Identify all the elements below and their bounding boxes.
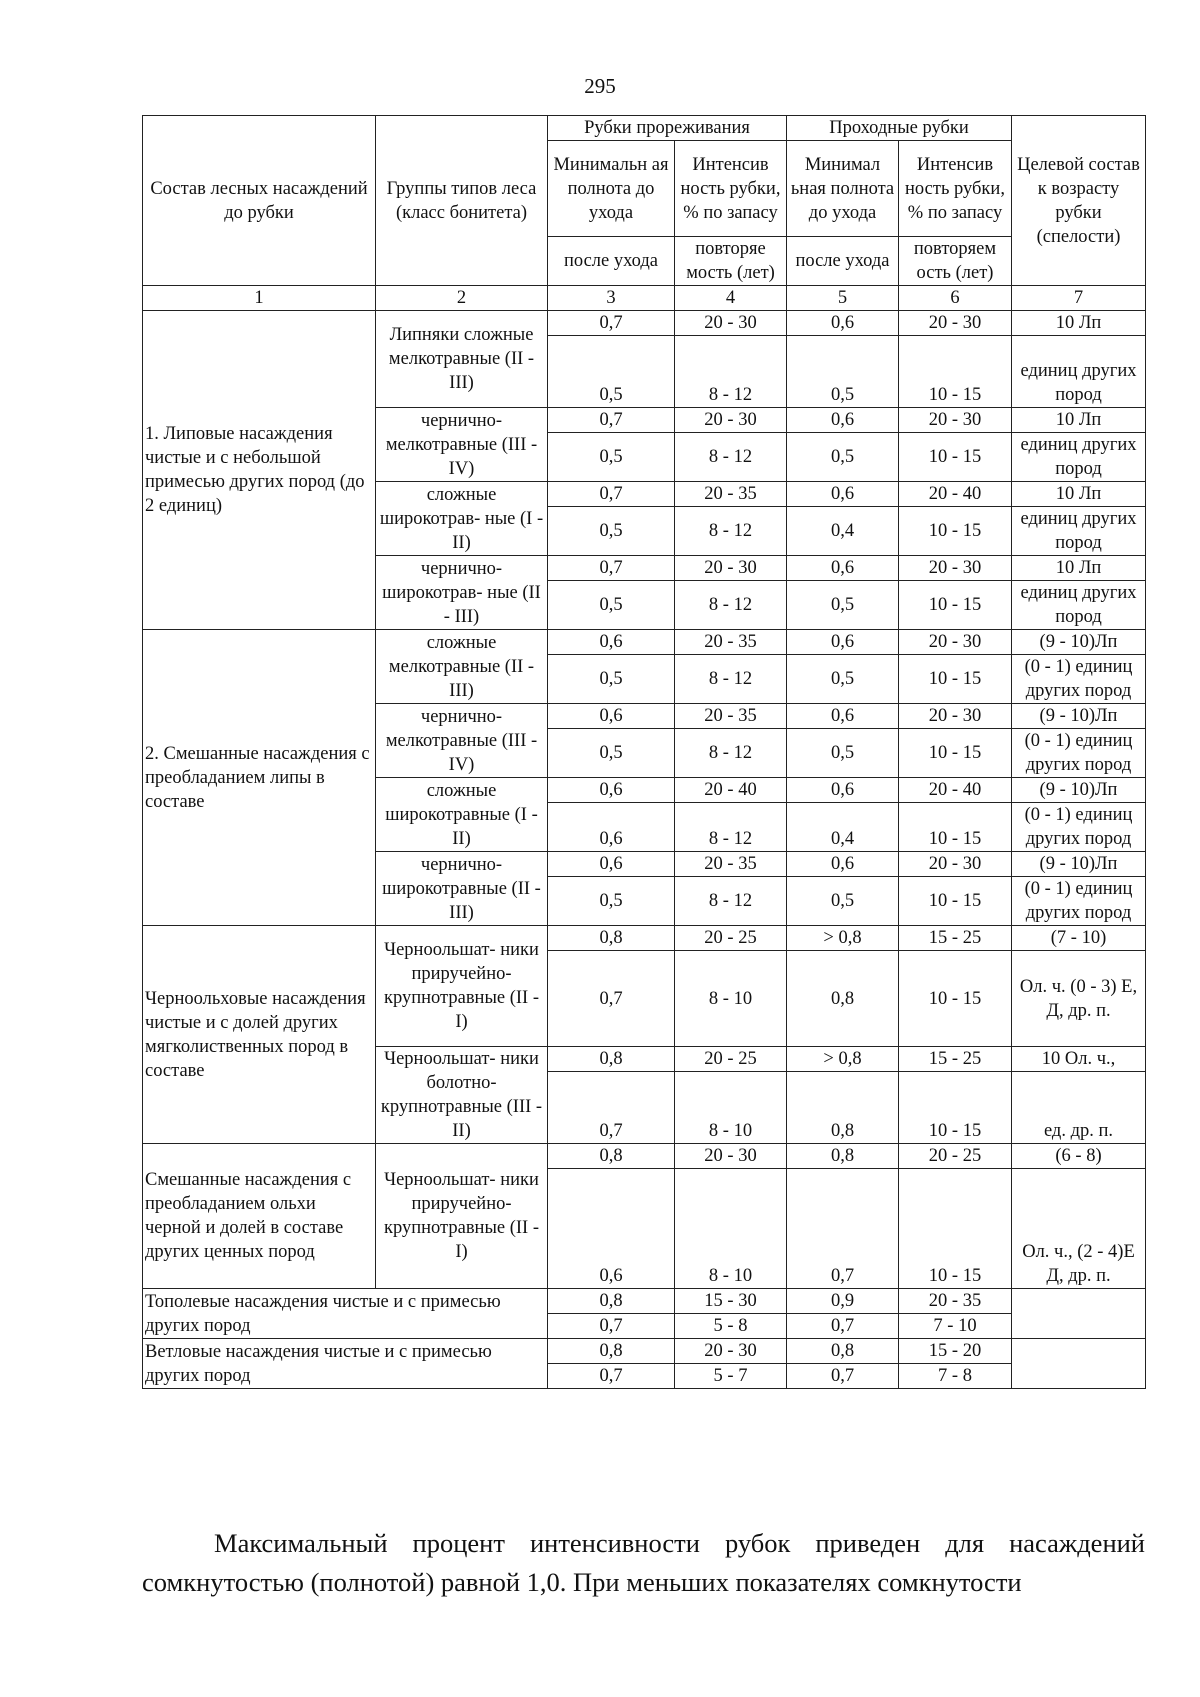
intensity-cell: 8 - 12 xyxy=(675,877,787,926)
header-composition: Состав лесных насаждений до рубки xyxy=(143,116,376,286)
min-density-cell: 0,5 xyxy=(787,581,899,630)
col-num: 2 xyxy=(376,286,548,311)
min-density-cell: 0,6 xyxy=(548,852,675,877)
min-density-cell: 0,5 xyxy=(787,433,899,482)
target-composition-cell: единиц других пород xyxy=(1012,581,1146,630)
forest-type-cell: Черноольшат- ники болотно- крупнотравные (III - II) xyxy=(376,1047,548,1144)
target-composition-cell: 10 Ол. ч., xyxy=(1012,1047,1146,1072)
intensity-cell: 20 - 30 xyxy=(899,408,1012,433)
min-density-cell: 0,8 xyxy=(548,926,675,951)
intensity-cell: 20 - 25 xyxy=(675,1047,787,1072)
intensity-cell: 10 - 15 xyxy=(899,729,1012,778)
intensity-cell: 15 - 25 xyxy=(899,1047,1012,1072)
col-num: 3 xyxy=(548,286,675,311)
forest-type-cell: чернично- широкотравные (II - III) xyxy=(376,852,548,926)
min-density-cell: 0,6 xyxy=(548,1169,675,1289)
header-intensity-a: Интенсив ность рубки, % по запасу xyxy=(675,141,787,237)
table-row xyxy=(143,1289,1146,1314)
min-density-cell: 0,7 xyxy=(548,556,675,581)
min-density-cell: 0,6 xyxy=(548,704,675,729)
intensity-cell: 15 - 20 xyxy=(899,1339,1012,1364)
intensity-cell: 20 - 35 xyxy=(675,630,787,655)
target-composition-cell: (9 - 10)Лп xyxy=(1012,704,1146,729)
min-density-cell: 0,6 xyxy=(787,778,899,803)
header-intensity-b: Интенсив ность рубки, % по запасу xyxy=(899,141,1012,237)
stand-composition-cell: Ветловые насаждения чистые и с примесью других пород xyxy=(143,1339,548,1389)
min-density-cell: 0,7 xyxy=(548,311,675,336)
header-thinning: Рубки прореживания xyxy=(548,116,787,141)
target-composition-cell: (6 - 8) xyxy=(1012,1144,1146,1169)
forest-type-cell: сложные широкотравные (I - II) xyxy=(376,778,548,852)
min-density-cell: 0,9 xyxy=(787,1289,899,1314)
intensity-cell: 10 - 15 xyxy=(899,1072,1012,1144)
forest-type-cell: сложные широкотрав- ные (I - II) xyxy=(376,482,548,556)
header-passage: Проходные рубки xyxy=(787,116,1012,141)
intensity-cell: 8 - 12 xyxy=(675,803,787,852)
page-number: 295 xyxy=(584,74,616,98)
min-density-cell: 0,6 xyxy=(787,311,899,336)
target-composition-cell: Ол. ч. (0 - 3) Е, Д, др. п. xyxy=(1012,951,1146,1047)
min-density-cell: 0,8 xyxy=(787,1072,899,1144)
intensity-cell: 20 - 35 xyxy=(675,482,787,507)
min-density-cell: 0,5 xyxy=(787,729,899,778)
min-density-cell: 0,6 xyxy=(787,704,899,729)
target-composition-cell: (9 - 10)Лп xyxy=(1012,630,1146,655)
min-density-cell: 0,8 xyxy=(548,1144,675,1169)
intensity-cell: 10 - 15 xyxy=(899,433,1012,482)
intensity-cell: 20 - 30 xyxy=(899,704,1012,729)
header-min-density-b: Минимал ьная полнота до ухода xyxy=(787,141,899,237)
intensity-cell: 8 - 12 xyxy=(675,729,787,778)
stand-composition-cell: Тополевые насаждения чистые и с примесью других пород xyxy=(143,1289,548,1339)
intensity-cell: 20 - 35 xyxy=(675,704,787,729)
min-density-cell: 0,8 xyxy=(548,1289,675,1314)
min-density-cell: 0,5 xyxy=(548,877,675,926)
min-density-cell: 0,6 xyxy=(548,630,675,655)
min-density-cell: 0,5 xyxy=(548,336,675,408)
col-num: 4 xyxy=(675,286,787,311)
min-density-cell: 0,5 xyxy=(787,877,899,926)
intensity-cell: 10 - 15 xyxy=(899,1169,1012,1289)
target-composition-cell: (7 - 10) xyxy=(1012,926,1146,951)
target-composition-cell: 10 Лп xyxy=(1012,556,1146,581)
min-density-cell: 0,7 xyxy=(548,1314,675,1339)
min-density-cell: 0,5 xyxy=(548,655,675,704)
intensity-cell: 10 - 15 xyxy=(899,655,1012,704)
min-density-cell: 0,7 xyxy=(548,1364,675,1389)
intensity-cell: 15 - 30 xyxy=(675,1289,787,1314)
table-row xyxy=(143,926,1146,951)
intensity-cell: 20 - 30 xyxy=(675,311,787,336)
target-composition-cell: (9 - 10)Лп xyxy=(1012,852,1146,877)
min-density-cell: 0,5 xyxy=(548,581,675,630)
min-density-cell: 0,5 xyxy=(787,655,899,704)
forest-type-cell: чернично- мелкотравные (III - IV) xyxy=(376,704,548,778)
intensity-cell: 20 - 30 xyxy=(675,556,787,581)
target-composition-cell: ед. др. п. xyxy=(1012,1072,1146,1144)
min-density-cell: 0,6 xyxy=(548,778,675,803)
header-target: Целевой состав к возрасту рубки (спелости) xyxy=(1012,116,1146,286)
min-density-cell: 0,6 xyxy=(548,803,675,852)
forest-type-cell: чернично- широкотрав- ные (II - III) xyxy=(376,556,548,630)
min-density-cell: 0,4 xyxy=(787,507,899,556)
min-density-cell: 0,5 xyxy=(787,336,899,408)
min-density-cell: 0,7 xyxy=(787,1314,899,1339)
target-composition-cell xyxy=(1012,1339,1146,1389)
min-density-cell: 0,6 xyxy=(787,630,899,655)
intensity-cell: 8 - 12 xyxy=(675,336,787,408)
min-density-cell: 0,7 xyxy=(548,951,675,1047)
intensity-cell: 20 - 35 xyxy=(675,852,787,877)
stand-composition-cell: Смешанные насаждения с преобладанием ольхи черной и долей в составе других ценных пород xyxy=(143,1144,376,1289)
intensity-cell: 15 - 25 xyxy=(899,926,1012,951)
table-row xyxy=(143,1144,1146,1169)
min-density-cell: 0,6 xyxy=(787,482,899,507)
min-density-cell: 0,8 xyxy=(787,1144,899,1169)
min-density-cell: 0,8 xyxy=(548,1047,675,1072)
intensity-cell: 10 - 15 xyxy=(899,951,1012,1047)
header-repeat-a: повторяе мость (лет) xyxy=(675,237,787,286)
target-composition-cell xyxy=(1012,1289,1146,1339)
min-density-cell: 0,8 xyxy=(787,1339,899,1364)
target-composition-cell: единиц других пород xyxy=(1012,336,1146,408)
intensity-cell: 7 - 8 xyxy=(899,1364,1012,1389)
intensity-cell: 8 - 12 xyxy=(675,507,787,556)
intensity-cell: 10 - 15 xyxy=(899,803,1012,852)
target-composition-cell: 10 Лп xyxy=(1012,482,1146,507)
table-row xyxy=(143,1339,1146,1364)
column-numbers-row xyxy=(143,286,1146,311)
min-density-cell: 0,7 xyxy=(548,482,675,507)
forest-type-cell: сложные мелкотравные (II - III) xyxy=(376,630,548,704)
intensity-cell: 8 - 10 xyxy=(675,951,787,1047)
intensity-cell: 10 - 15 xyxy=(899,336,1012,408)
intensity-cell: 20 - 35 xyxy=(899,1289,1012,1314)
min-density-cell: 0,7 xyxy=(548,408,675,433)
intensity-cell: 8 - 12 xyxy=(675,433,787,482)
stand-composition-cell: Черноольховые насаждения чистые и с долей других мягколиственных пород в составе xyxy=(143,926,376,1144)
min-density-cell: 0,7 xyxy=(787,1169,899,1289)
header-repeat-b: повторяем ость (лет) xyxy=(899,237,1012,286)
min-density-cell: 0,8 xyxy=(548,1339,675,1364)
header-after-b: после ухода xyxy=(787,237,899,286)
intensity-cell: 20 - 40 xyxy=(675,778,787,803)
min-density-cell: 0,4 xyxy=(787,803,899,852)
header-min-density-a: Минимальн ая полнота до ухода xyxy=(548,141,675,237)
target-composition-cell: (0 - 1) единиц других пород xyxy=(1012,729,1146,778)
intensity-cell: 8 - 10 xyxy=(675,1169,787,1289)
min-density-cell: 0,6 xyxy=(787,408,899,433)
target-composition-cell: (0 - 1) единиц других пород xyxy=(1012,655,1146,704)
intensity-cell: 8 - 12 xyxy=(675,655,787,704)
intensity-cell: 5 - 8 xyxy=(675,1314,787,1339)
intensity-cell: 5 - 7 xyxy=(675,1364,787,1389)
table-row xyxy=(143,311,1146,336)
target-composition-cell: 10 Лп xyxy=(1012,311,1146,336)
header-after-a: после ухода xyxy=(548,237,675,286)
min-density-cell: 0,5 xyxy=(548,507,675,556)
forest-type-cell: чернично- мелкотравные (III - IV) xyxy=(376,408,548,482)
intensity-cell: 20 - 40 xyxy=(899,778,1012,803)
target-composition-cell: (0 - 1) единиц других пород xyxy=(1012,803,1146,852)
intensity-cell: 7 - 10 xyxy=(899,1314,1012,1339)
min-density-cell: 0,6 xyxy=(787,852,899,877)
min-density-cell: > 0,8 xyxy=(787,926,899,951)
intensity-cell: 20 - 30 xyxy=(675,408,787,433)
target-composition-cell: (9 - 10)Лп xyxy=(1012,778,1146,803)
intensity-cell: 10 - 15 xyxy=(899,877,1012,926)
col-num: 1 xyxy=(143,286,376,311)
intensity-cell: 10 - 15 xyxy=(899,507,1012,556)
stand-composition-cell: 1. Липовые насаждения чистые и с небольшой примесью других пород (до 2 единиц) xyxy=(143,311,376,630)
target-composition-cell: единиц других пород xyxy=(1012,433,1146,482)
target-composition-cell: 10 Лп xyxy=(1012,408,1146,433)
min-density-cell: 0,7 xyxy=(548,1072,675,1144)
intensity-cell: 20 - 25 xyxy=(675,926,787,951)
intensity-cell: 20 - 25 xyxy=(899,1144,1012,1169)
intensity-cell: 20 - 30 xyxy=(675,1144,787,1169)
intensity-cell: 20 - 30 xyxy=(675,1339,787,1364)
min-density-cell: 0,5 xyxy=(548,433,675,482)
intensity-cell: 8 - 10 xyxy=(675,1072,787,1144)
header-forest-type: Группы типов леса (класс бонитета) xyxy=(376,116,548,286)
table-row xyxy=(143,630,1146,655)
forest-type-cell: Черноольшат- ники приручейно- крупнотравные (II - I) xyxy=(376,926,548,1047)
intensity-cell: 20 - 40 xyxy=(899,482,1012,507)
target-composition-cell: единиц других пород xyxy=(1012,507,1146,556)
col-num: 5 xyxy=(787,286,899,311)
forest-type-cell: Черноольшат- ники приручейно- крупнотравные (II - I) xyxy=(376,1144,548,1289)
intensity-cell: 8 - 12 xyxy=(675,581,787,630)
col-num: 7 xyxy=(1012,286,1146,311)
min-density-cell: 0,5 xyxy=(548,729,675,778)
forest-type-cell: Липняки сложные мелкотравные (II - III) xyxy=(376,311,548,408)
target-composition-cell: (0 - 1) единиц других пород xyxy=(1012,877,1146,926)
min-density-cell: 0,6 xyxy=(787,556,899,581)
intensity-cell: 20 - 30 xyxy=(899,311,1012,336)
target-composition-cell: Ол. ч., (2 - 4)Е Д, др. п. xyxy=(1012,1169,1146,1289)
intensity-cell: 10 - 15 xyxy=(899,581,1012,630)
thinning-table xyxy=(142,115,1146,1389)
min-density-cell: 0,8 xyxy=(787,951,899,1047)
stand-composition-cell: 2. Смешанные насаждения с преобладанием липы в составе xyxy=(143,630,376,926)
min-density-cell: 0,7 xyxy=(787,1364,899,1389)
intensity-cell: 20 - 30 xyxy=(899,852,1012,877)
intensity-cell: 20 - 30 xyxy=(899,556,1012,581)
intensity-cell: 20 - 30 xyxy=(899,630,1012,655)
body-paragraph: Максимальный процент интенсивности рубок приведен для насаждений сомкнутостью (полнотой) равной 1,0. При меньших показателях сомкнутости xyxy=(142,1527,1145,1597)
header-row-1 xyxy=(143,116,1146,141)
min-density-cell: > 0,8 xyxy=(787,1047,899,1072)
col-num: 6 xyxy=(899,286,1012,311)
